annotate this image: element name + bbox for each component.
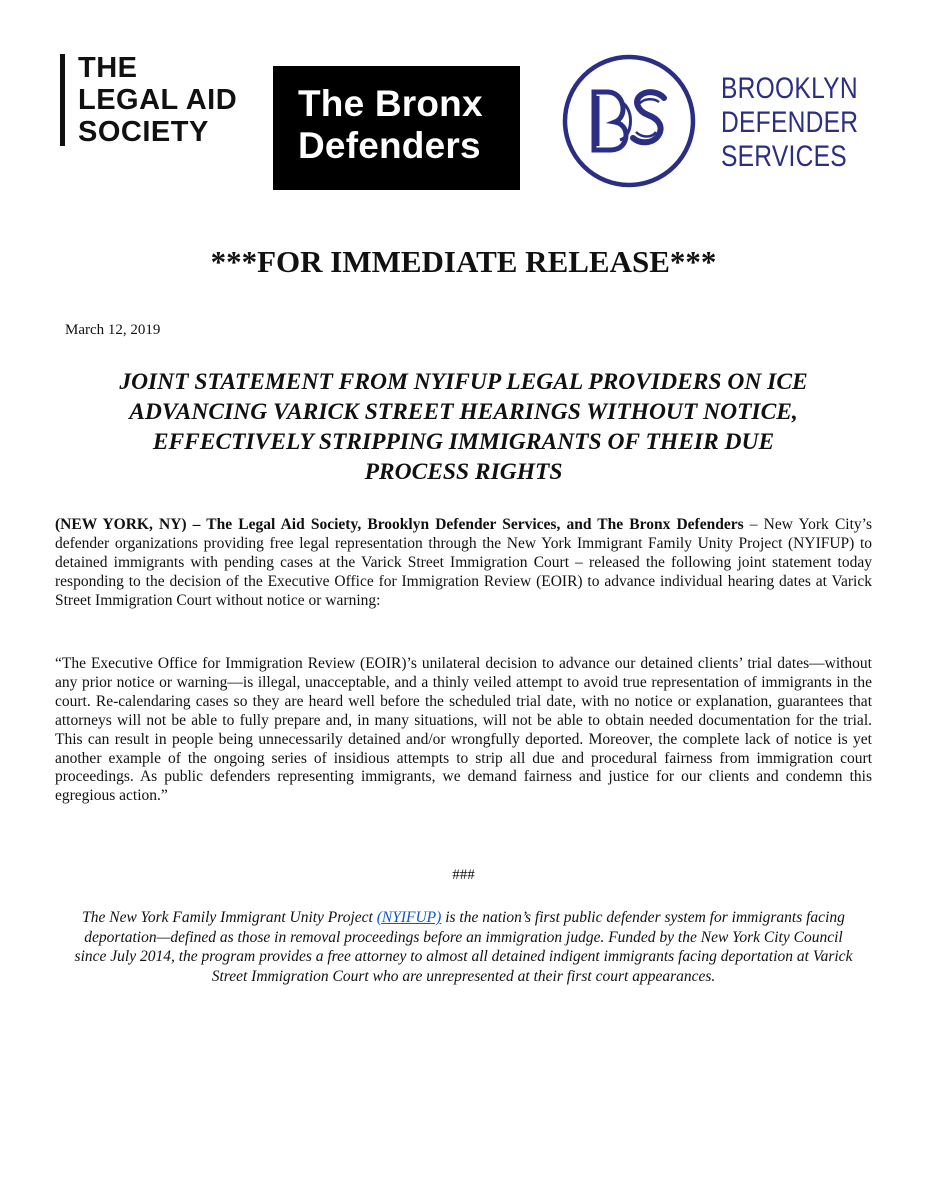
bronx-defenders-line-1: The Bronx <box>298 83 483 124</box>
logo-row <box>60 52 860 202</box>
nyifup-link[interactable]: (NYIFUP) <box>376 909 442 926</box>
brooklyn-defender-services-line-2: DEFENDER <box>721 106 859 139</box>
legal-aid-society-line-3: SOCIETY <box>78 116 209 148</box>
about-text-after-link: is the nation’s first public defender system for immigrants facing deportation—defined as those in removal proceedings before an immigration judge. Funded by the New York City Council since July 2014, the program provides a free attorney to almost all detained indigent immigrants facing deportation at Varick Street Immigration Court who are unrepresented at their first court appearances. <box>74 909 853 985</box>
legal-aid-society-line-2: LEGAL AID <box>78 84 238 116</box>
statement-title-line-2: ADVANCING VARICK STREET HEARINGS WITHOUT NOTICE, <box>129 399 798 425</box>
release-heading: ***FOR IMMEDIATE RELEASE*** <box>210 244 717 279</box>
statement-title-line-1: JOINT STATEMENT FROM NYIFUP LEGAL PROVIDERS ON ICE <box>119 369 808 395</box>
about-nyifup-paragraph <box>70 908 857 986</box>
brooklyn-defender-services-logo-text <box>721 72 858 174</box>
statement-title-line-4: PROCESS RIGHTS <box>364 459 563 485</box>
intro-paragraph <box>55 516 872 611</box>
bronx-defenders-logo-text <box>298 83 483 167</box>
legal-aid-society-logo-bar <box>60 54 65 146</box>
release-date: March 12, 2019 <box>65 322 161 338</box>
bronx-defenders-line-2: Defenders <box>298 125 481 166</box>
about-text-before-link: The New York Family Immigrant Unity Project <box>82 909 377 926</box>
statement-title-line-3: EFFECTIVELY STRIPPING IMMIGRANTS OF THEIR DUE <box>152 429 775 455</box>
end-separator: ### <box>452 867 475 883</box>
intro-dateline: (NEW YORK, NY) – The Legal Aid Society, Brooklyn Defender Services, and The Bronx Defenders <box>55 516 744 533</box>
brooklyn-defender-services-line-1: BROOKLYN <box>721 72 858 105</box>
legal-aid-society-logo-text <box>78 52 237 148</box>
brooklyn-defender-services-line-3: SERVICES <box>721 140 847 173</box>
intro-body: – New York City’s defender organizations providing free legal representation through the New York Immigrant Family Unity Project (NYIFUP) to detained immigrants with pending cases at the Varick Street Immigration Court – released the following joint statement today responding to the decision of the Executive Office for Immigration Review (EOIR) to advance individual hearing dates at Varick Street Immigration Court without notice or warning: <box>55 516 872 609</box>
legal-aid-society-line-1: THE <box>78 52 138 84</box>
brooklyn-defender-services-emblem-icon <box>560 52 698 190</box>
joint-statement-quote: “The Executive Office for Immigration Review (EOIR)’s unilateral decision to advance our detained clients’ trial dates—without any prior notice or warning—is illegal, unacceptable, and a thinly veiled attempt to avoid true representation of immigrants in the court. Re-calendaring cases so they are heard well before the scheduled trial date, with no notice or explanation, guarantees that attorneys will not be able to fully prepare and, in many situations, will not be able to obtain needed documentation for the trial. This can result in people being unnecessarily detained and/or wrongfully deported. Moreover, the complete lack of notice is yet another example of the ongoing series of insidious attempts to strip all due and procedural fairness from immigration court proceedings. As public defenders representing immigrants, we demand fairness and justice for our clients and condemn this egregious action.” <box>55 655 872 805</box>
bronx-defenders-logo <box>273 66 520 190</box>
legal-aid-society-logo <box>60 52 260 152</box>
statement-title <box>50 367 877 487</box>
